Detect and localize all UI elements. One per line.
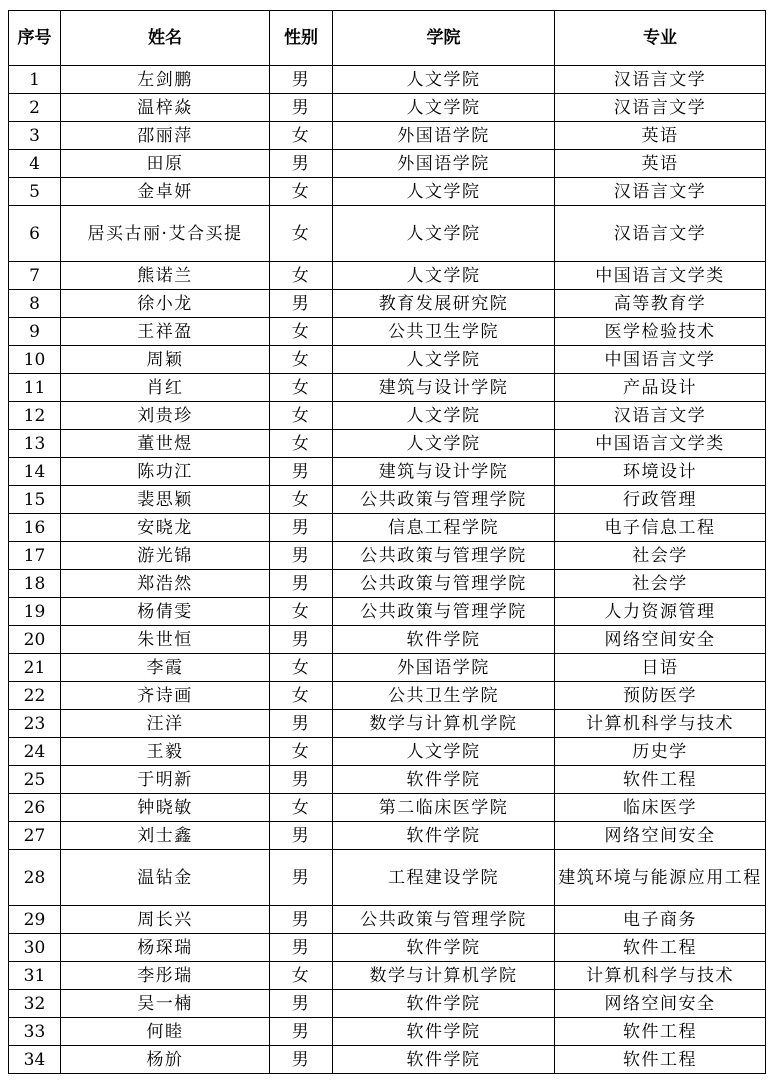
cell-major: 汉语言文学	[555, 94, 766, 122]
cell-school: 人文学院	[333, 346, 555, 374]
cell-gender: 男	[270, 94, 333, 122]
cell-school: 外国语学院	[333, 150, 555, 178]
cell-serial-number: 11	[9, 374, 61, 402]
cell-major: 汉语言文学	[555, 402, 766, 430]
cell-school: 软件学院	[333, 1018, 555, 1046]
cell-school: 公共卫生学院	[333, 682, 555, 710]
cell-school: 数学与计算机学院	[333, 710, 555, 738]
table-row	[9, 570, 766, 598]
cell-major: 计算机科学与技术	[555, 710, 766, 738]
table-row	[9, 766, 766, 794]
table-row	[9, 94, 766, 122]
header-major: 专业	[555, 11, 766, 66]
cell-name: 温钻金	[61, 850, 270, 906]
cell-gender: 女	[270, 682, 333, 710]
cell-serial-number: 3	[9, 122, 61, 150]
cell-major: 中国语言文学类	[555, 262, 766, 290]
cell-gender: 女	[270, 654, 333, 682]
cell-gender: 男	[270, 934, 333, 962]
cell-major: 汉语言文学	[555, 66, 766, 94]
cell-school: 公共政策与管理学院	[333, 542, 555, 570]
cell-major: 英语	[555, 150, 766, 178]
cell-name: 朱世恒	[61, 626, 270, 654]
table-row	[9, 682, 766, 710]
cell-gender: 男	[270, 514, 333, 542]
cell-serial-number: 34	[9, 1046, 61, 1074]
header-row	[9, 11, 766, 66]
cell-gender: 女	[270, 598, 333, 626]
cell-serial-number: 27	[9, 822, 61, 850]
cell-gender: 女	[270, 430, 333, 458]
cell-major: 社会学	[555, 570, 766, 598]
cell-name: 左剑鹏	[61, 66, 270, 94]
cell-major: 历史学	[555, 738, 766, 766]
cell-major: 汉语言文学	[555, 178, 766, 206]
cell-major: 网络空间安全	[555, 822, 766, 850]
cell-school: 软件学院	[333, 822, 555, 850]
cell-gender: 女	[270, 206, 333, 262]
cell-serial-number: 16	[9, 514, 61, 542]
cell-name: 杨琛瑞	[61, 934, 270, 962]
cell-gender: 男	[270, 66, 333, 94]
cell-school: 第二临床医学院	[333, 794, 555, 822]
student-list-table	[8, 10, 766, 1074]
cell-school: 外国语学院	[333, 654, 555, 682]
cell-serial-number: 17	[9, 542, 61, 570]
cell-gender: 男	[270, 850, 333, 906]
cell-serial-number: 13	[9, 430, 61, 458]
cell-school: 人文学院	[333, 402, 555, 430]
table-row	[9, 654, 766, 682]
cell-serial-number: 9	[9, 318, 61, 346]
cell-name: 温梓焱	[61, 94, 270, 122]
cell-major: 人力资源管理	[555, 598, 766, 626]
cell-serial-number: 23	[9, 710, 61, 738]
table-row	[9, 906, 766, 934]
table-row	[9, 990, 766, 1018]
table-row	[9, 486, 766, 514]
cell-name: 郑浩然	[61, 570, 270, 598]
cell-serial-number: 22	[9, 682, 61, 710]
cell-major: 环境设计	[555, 458, 766, 486]
cell-school: 公共政策与管理学院	[333, 906, 555, 934]
cell-major: 医学检验技术	[555, 318, 766, 346]
cell-major: 预防医学	[555, 682, 766, 710]
table-body	[9, 66, 766, 1074]
cell-name: 安晓龙	[61, 514, 270, 542]
table-header	[9, 11, 766, 66]
cell-gender: 女	[270, 962, 333, 990]
cell-serial-number: 12	[9, 402, 61, 430]
cell-major: 软件工程	[555, 766, 766, 794]
cell-name: 吴一楠	[61, 990, 270, 1018]
cell-serial-number: 7	[9, 262, 61, 290]
cell-school: 公共卫生学院	[333, 318, 555, 346]
table-row	[9, 318, 766, 346]
table-row	[9, 262, 766, 290]
cell-school: 软件学院	[333, 626, 555, 654]
cell-serial-number: 6	[9, 206, 61, 262]
cell-major: 软件工程	[555, 1018, 766, 1046]
cell-major: 社会学	[555, 542, 766, 570]
cell-major: 电子商务	[555, 906, 766, 934]
table-row	[9, 626, 766, 654]
cell-major: 建筑环境与能源应用工程	[555, 850, 766, 906]
cell-gender: 男	[270, 458, 333, 486]
cell-serial-number: 1	[9, 66, 61, 94]
cell-gender: 男	[270, 570, 333, 598]
cell-major: 软件工程	[555, 1046, 766, 1074]
cell-serial-number: 21	[9, 654, 61, 682]
cell-serial-number: 32	[9, 990, 61, 1018]
cell-gender: 女	[270, 318, 333, 346]
cell-gender: 男	[270, 1046, 333, 1074]
table-row	[9, 290, 766, 318]
cell-gender: 男	[270, 626, 333, 654]
cell-major: 网络空间安全	[555, 626, 766, 654]
cell-name: 杨倩雯	[61, 598, 270, 626]
cell-gender: 男	[270, 766, 333, 794]
cell-serial-number: 30	[9, 934, 61, 962]
header-serial-number: 序号	[9, 11, 61, 66]
cell-serial-number: 26	[9, 794, 61, 822]
table-row	[9, 962, 766, 990]
cell-major: 电子信息工程	[555, 514, 766, 542]
table-row	[9, 514, 766, 542]
table-row	[9, 150, 766, 178]
header-gender: 性别	[270, 11, 333, 66]
cell-school: 建筑与设计学院	[333, 458, 555, 486]
cell-name: 汪洋	[61, 710, 270, 738]
cell-name: 董世煜	[61, 430, 270, 458]
cell-gender: 男	[270, 150, 333, 178]
cell-school: 数学与计算机学院	[333, 962, 555, 990]
table-row	[9, 822, 766, 850]
cell-gender: 女	[270, 738, 333, 766]
cell-name: 周颖	[61, 346, 270, 374]
cell-major: 高等教育学	[555, 290, 766, 318]
cell-school: 人文学院	[333, 738, 555, 766]
table-row	[9, 178, 766, 206]
cell-school: 教育发展研究院	[333, 290, 555, 318]
cell-serial-number: 31	[9, 962, 61, 990]
cell-school: 人文学院	[333, 94, 555, 122]
cell-school: 人文学院	[333, 206, 555, 262]
cell-name: 金卓妍	[61, 178, 270, 206]
cell-name: 肖红	[61, 374, 270, 402]
cell-school: 人文学院	[333, 262, 555, 290]
cell-serial-number: 15	[9, 486, 61, 514]
cell-school: 软件学院	[333, 766, 555, 794]
cell-major: 网络空间安全	[555, 990, 766, 1018]
cell-school: 工程建设学院	[333, 850, 555, 906]
cell-serial-number: 29	[9, 906, 61, 934]
cell-serial-number: 5	[9, 178, 61, 206]
cell-name: 李彤瑞	[61, 962, 270, 990]
cell-name: 刘贵珍	[61, 402, 270, 430]
cell-gender: 男	[270, 542, 333, 570]
cell-major: 英语	[555, 122, 766, 150]
cell-school: 建筑与设计学院	[333, 374, 555, 402]
table-row	[9, 206, 766, 262]
table-row	[9, 66, 766, 94]
cell-gender: 男	[270, 1018, 333, 1046]
table-row	[9, 458, 766, 486]
cell-name: 钟晓敏	[61, 794, 270, 822]
cell-school: 人文学院	[333, 178, 555, 206]
cell-gender: 女	[270, 486, 333, 514]
cell-name: 裴思颖	[61, 486, 270, 514]
cell-name: 田原	[61, 150, 270, 178]
cell-school: 人文学院	[333, 430, 555, 458]
cell-name: 熊诺兰	[61, 262, 270, 290]
cell-gender: 女	[270, 374, 333, 402]
cell-gender: 女	[270, 794, 333, 822]
table-row	[9, 710, 766, 738]
cell-name: 何睦	[61, 1018, 270, 1046]
cell-school: 软件学院	[333, 934, 555, 962]
cell-major: 行政管理	[555, 486, 766, 514]
cell-name: 居买古丽·艾合买提	[61, 206, 270, 262]
cell-serial-number: 20	[9, 626, 61, 654]
cell-name: 王毅	[61, 738, 270, 766]
header-name: 姓名	[61, 11, 270, 66]
cell-name: 邵丽萍	[61, 122, 270, 150]
cell-name: 周长兴	[61, 906, 270, 934]
cell-gender: 女	[270, 178, 333, 206]
cell-gender: 男	[270, 822, 333, 850]
cell-serial-number: 4	[9, 150, 61, 178]
cell-school: 信息工程学院	[333, 514, 555, 542]
cell-school: 软件学院	[333, 1046, 555, 1074]
cell-school: 人文学院	[333, 66, 555, 94]
cell-name: 陈功江	[61, 458, 270, 486]
cell-major: 计算机科学与技术	[555, 962, 766, 990]
cell-gender: 女	[270, 346, 333, 374]
table-row	[9, 598, 766, 626]
cell-school: 公共政策与管理学院	[333, 486, 555, 514]
cell-major: 软件工程	[555, 934, 766, 962]
cell-gender: 女	[270, 402, 333, 430]
cell-serial-number: 33	[9, 1018, 61, 1046]
cell-major: 产品设计	[555, 374, 766, 402]
cell-school: 软件学院	[333, 990, 555, 1018]
cell-serial-number: 2	[9, 94, 61, 122]
cell-serial-number: 8	[9, 290, 61, 318]
cell-gender: 男	[270, 290, 333, 318]
cell-name: 李霞	[61, 654, 270, 682]
cell-serial-number: 18	[9, 570, 61, 598]
cell-gender: 男	[270, 906, 333, 934]
cell-gender: 女	[270, 262, 333, 290]
cell-gender: 女	[270, 122, 333, 150]
cell-serial-number: 10	[9, 346, 61, 374]
cell-serial-number: 24	[9, 738, 61, 766]
table-row	[9, 850, 766, 906]
cell-major: 中国语言文学类	[555, 430, 766, 458]
document-page	[8, 10, 766, 1074]
cell-school: 公共政策与管理学院	[333, 570, 555, 598]
table-row	[9, 346, 766, 374]
table-row	[9, 374, 766, 402]
header-school: 学院	[333, 11, 555, 66]
table-row	[9, 402, 766, 430]
cell-serial-number: 28	[9, 850, 61, 906]
table-row	[9, 738, 766, 766]
cell-name: 王祥盈	[61, 318, 270, 346]
cell-name: 杨斺	[61, 1046, 270, 1074]
table-row	[9, 542, 766, 570]
cell-name: 游光锦	[61, 542, 270, 570]
cell-serial-number: 19	[9, 598, 61, 626]
cell-major: 日语	[555, 654, 766, 682]
cell-school: 外国语学院	[333, 122, 555, 150]
cell-gender: 男	[270, 710, 333, 738]
cell-major: 中国语言文学	[555, 346, 766, 374]
cell-school: 公共政策与管理学院	[333, 598, 555, 626]
cell-name: 于明新	[61, 766, 270, 794]
cell-major: 临床医学	[555, 794, 766, 822]
table-row	[9, 794, 766, 822]
cell-gender: 男	[270, 990, 333, 1018]
table-row	[9, 122, 766, 150]
table-row	[9, 1046, 766, 1074]
cell-serial-number: 25	[9, 766, 61, 794]
cell-name: 刘士鑫	[61, 822, 270, 850]
table-row	[9, 1018, 766, 1046]
cell-name: 徐小龙	[61, 290, 270, 318]
cell-major: 汉语言文学	[555, 206, 766, 262]
cell-name: 齐诗画	[61, 682, 270, 710]
cell-serial-number: 14	[9, 458, 61, 486]
table-row	[9, 934, 766, 962]
table-row	[9, 430, 766, 458]
